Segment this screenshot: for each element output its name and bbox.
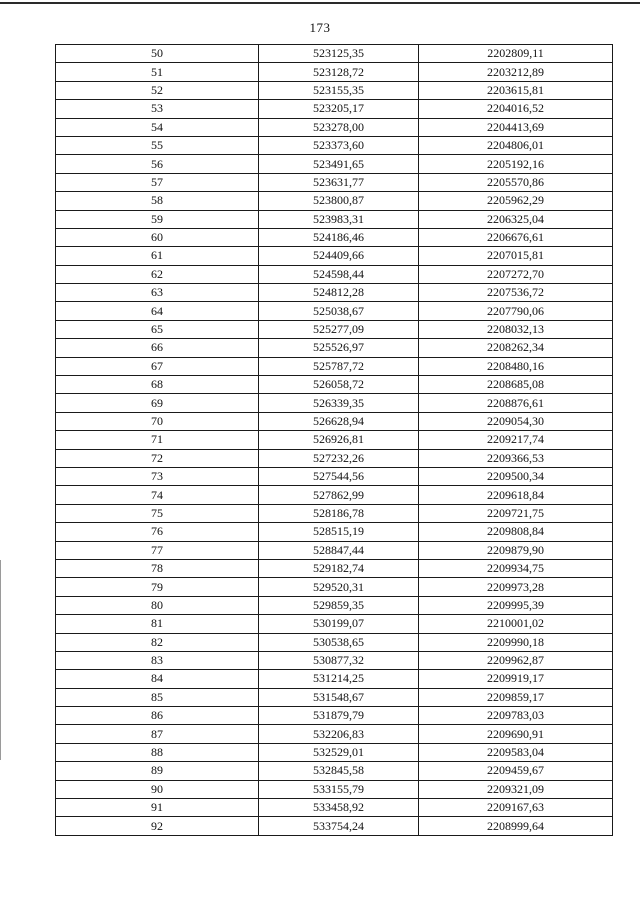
x-coordinate-cell: 531879,79 (259, 707, 419, 725)
point-number-cell: 86 (56, 707, 259, 725)
point-number-cell: 64 (56, 302, 259, 320)
point-number-cell: 76 (56, 523, 259, 541)
y-coordinate-cell: 2209808,84 (419, 523, 613, 541)
table-row (56, 173, 613, 191)
y-coordinate-cell: 2207790,06 (419, 302, 613, 320)
x-coordinate-cell: 524186,46 (259, 228, 419, 246)
point-number-cell: 78 (56, 559, 259, 577)
y-coordinate-cell: 2203212,89 (419, 63, 613, 81)
x-coordinate-cell: 533754,24 (259, 817, 419, 835)
table-row (56, 486, 613, 504)
point-number-cell: 87 (56, 725, 259, 743)
table-row (56, 707, 613, 725)
x-coordinate-cell: 523800,87 (259, 192, 419, 210)
point-number-cell: 62 (56, 265, 259, 283)
table-row (56, 81, 613, 99)
table-row (56, 559, 613, 577)
x-coordinate-cell: 530538,65 (259, 633, 419, 651)
x-coordinate-cell: 526339,35 (259, 394, 419, 412)
point-number-cell: 85 (56, 688, 259, 706)
x-coordinate-cell: 531214,25 (259, 670, 419, 688)
x-coordinate-cell: 527862,99 (259, 486, 419, 504)
point-number-cell: 68 (56, 376, 259, 394)
x-coordinate-cell: 527544,56 (259, 467, 419, 485)
x-coordinate-cell: 523373,60 (259, 136, 419, 154)
y-coordinate-cell: 2209721,75 (419, 504, 613, 522)
table-row (56, 541, 613, 559)
table-row (56, 339, 613, 357)
table-row (56, 670, 613, 688)
x-coordinate-cell: 523278,00 (259, 118, 419, 136)
y-coordinate-cell: 2206676,61 (419, 228, 613, 246)
y-coordinate-cell: 2206325,04 (419, 210, 613, 228)
table-row (56, 578, 613, 596)
coordinates-table-body (56, 45, 613, 836)
table-row (56, 284, 613, 302)
x-coordinate-cell: 523491,65 (259, 155, 419, 173)
table-row (56, 412, 613, 430)
point-number-cell: 72 (56, 449, 259, 467)
table-row (56, 394, 613, 412)
x-coordinate-cell: 523125,35 (259, 45, 419, 63)
y-coordinate-cell: 2209321,09 (419, 780, 613, 798)
y-coordinate-cell: 2205192,16 (419, 155, 613, 173)
point-number-cell: 65 (56, 320, 259, 338)
point-number-cell: 88 (56, 743, 259, 761)
point-number-cell: 84 (56, 670, 259, 688)
x-coordinate-cell: 528515,19 (259, 523, 419, 541)
table-row (56, 762, 613, 780)
x-coordinate-cell: 526926,81 (259, 431, 419, 449)
y-coordinate-cell: 2208262,34 (419, 339, 613, 357)
y-coordinate-cell: 2209973,28 (419, 578, 613, 596)
table-row (56, 743, 613, 761)
table-row (56, 596, 613, 614)
x-coordinate-cell: 533458,92 (259, 799, 419, 817)
point-number-cell: 73 (56, 467, 259, 485)
y-coordinate-cell: 2205570,86 (419, 173, 613, 191)
y-coordinate-cell: 2209583,04 (419, 743, 613, 761)
point-number-cell: 71 (56, 431, 259, 449)
x-coordinate-cell: 526628,94 (259, 412, 419, 430)
x-coordinate-cell: 530199,07 (259, 615, 419, 633)
x-coordinate-cell: 523983,31 (259, 210, 419, 228)
coordinates-table (55, 44, 613, 836)
x-coordinate-cell: 525787,72 (259, 357, 419, 375)
y-coordinate-cell: 2209919,17 (419, 670, 613, 688)
page-number: 173 (309, 20, 331, 35)
point-number-cell: 58 (56, 192, 259, 210)
y-coordinate-cell: 2207536,72 (419, 284, 613, 302)
y-coordinate-cell: 2202809,11 (419, 45, 613, 63)
x-coordinate-cell: 525277,09 (259, 320, 419, 338)
table-row (56, 504, 613, 522)
point-number-cell: 74 (56, 486, 259, 504)
x-coordinate-cell: 529182,74 (259, 559, 419, 577)
y-coordinate-cell: 2208999,64 (419, 817, 613, 835)
table-row (56, 192, 613, 210)
x-coordinate-cell: 529859,35 (259, 596, 419, 614)
point-number-cell: 56 (56, 155, 259, 173)
y-coordinate-cell: 2209990,18 (419, 633, 613, 651)
point-number-cell: 54 (56, 118, 259, 136)
point-number-cell: 55 (56, 136, 259, 154)
x-coordinate-cell: 525526,97 (259, 339, 419, 357)
y-coordinate-cell: 2209459,67 (419, 762, 613, 780)
y-coordinate-cell: 2208480,16 (419, 357, 613, 375)
table-row (56, 320, 613, 338)
y-coordinate-cell: 2205962,29 (419, 192, 613, 210)
y-coordinate-cell: 2210001,02 (419, 615, 613, 633)
y-coordinate-cell: 2209962,87 (419, 651, 613, 669)
point-number-cell: 69 (56, 394, 259, 412)
x-coordinate-cell: 523155,35 (259, 81, 419, 99)
point-number-cell: 60 (56, 228, 259, 246)
top-scan-border (0, 2, 640, 4)
y-coordinate-cell: 2209217,74 (419, 431, 613, 449)
table-row (56, 228, 613, 246)
table-row (56, 523, 613, 541)
table-row (56, 725, 613, 743)
point-number-cell: 79 (56, 578, 259, 596)
table-row (56, 633, 613, 651)
table-row (56, 100, 613, 118)
x-coordinate-cell: 524598,44 (259, 265, 419, 283)
table-row (56, 817, 613, 835)
point-number-cell: 82 (56, 633, 259, 651)
x-coordinate-cell: 524409,66 (259, 247, 419, 265)
x-coordinate-cell: 523205,17 (259, 100, 419, 118)
y-coordinate-cell: 2209783,03 (419, 707, 613, 725)
y-coordinate-cell: 2207272,70 (419, 265, 613, 283)
y-coordinate-cell: 2209054,30 (419, 412, 613, 430)
x-coordinate-cell: 526058,72 (259, 376, 419, 394)
point-number-cell: 51 (56, 63, 259, 81)
table-row (56, 688, 613, 706)
x-coordinate-cell: 523631,77 (259, 173, 419, 191)
table-row (56, 467, 613, 485)
y-coordinate-cell: 2208685,08 (419, 376, 613, 394)
point-number-cell: 59 (56, 210, 259, 228)
table-row (56, 247, 613, 265)
point-number-cell: 75 (56, 504, 259, 522)
point-number-cell: 91 (56, 799, 259, 817)
x-coordinate-cell: 531548,67 (259, 688, 419, 706)
point-number-cell: 80 (56, 596, 259, 614)
table-row (56, 210, 613, 228)
point-number-cell: 53 (56, 100, 259, 118)
table-row (56, 780, 613, 798)
table-row (56, 799, 613, 817)
table-row (56, 265, 613, 283)
x-coordinate-cell: 532845,58 (259, 762, 419, 780)
point-number-cell: 63 (56, 284, 259, 302)
point-number-cell: 77 (56, 541, 259, 559)
x-coordinate-cell: 529520,31 (259, 578, 419, 596)
table-row (56, 357, 613, 375)
x-coordinate-cell: 527232,26 (259, 449, 419, 467)
x-coordinate-cell: 532529,01 (259, 743, 419, 761)
point-number-cell: 83 (56, 651, 259, 669)
table-row (56, 376, 613, 394)
table-row (56, 302, 613, 320)
point-number-cell: 81 (56, 615, 259, 633)
table-row (56, 118, 613, 136)
y-coordinate-cell: 2208032,13 (419, 320, 613, 338)
point-number-cell: 67 (56, 357, 259, 375)
table-row (56, 136, 613, 154)
x-coordinate-cell: 528847,44 (259, 541, 419, 559)
point-number-cell: 50 (56, 45, 259, 63)
x-coordinate-cell: 532206,83 (259, 725, 419, 743)
point-number-cell: 61 (56, 247, 259, 265)
table-row (56, 431, 613, 449)
x-coordinate-cell: 533155,79 (259, 780, 419, 798)
y-coordinate-cell: 2207015,81 (419, 247, 613, 265)
table-row (56, 449, 613, 467)
point-number-cell: 57 (56, 173, 259, 191)
table-row (56, 45, 613, 63)
y-coordinate-cell: 2209995,39 (419, 596, 613, 614)
table-row (56, 615, 613, 633)
table-row (56, 63, 613, 81)
y-coordinate-cell: 2209167,63 (419, 799, 613, 817)
x-coordinate-cell: 530877,32 (259, 651, 419, 669)
x-coordinate-cell: 523128,72 (259, 63, 419, 81)
point-number-cell: 52 (56, 81, 259, 99)
y-coordinate-cell: 2209859,17 (419, 688, 613, 706)
left-scan-edge (0, 560, 1, 760)
point-number-cell: 66 (56, 339, 259, 357)
x-coordinate-cell: 524812,28 (259, 284, 419, 302)
y-coordinate-cell: 2209618,84 (419, 486, 613, 504)
y-coordinate-cell: 2209879,90 (419, 541, 613, 559)
point-number-cell: 89 (56, 762, 259, 780)
point-number-cell: 90 (56, 780, 259, 798)
point-number-cell: 70 (56, 412, 259, 430)
y-coordinate-cell: 2204016,52 (419, 100, 613, 118)
y-coordinate-cell: 2204413,69 (419, 118, 613, 136)
y-coordinate-cell: 2208876,61 (419, 394, 613, 412)
y-coordinate-cell: 2203615,81 (419, 81, 613, 99)
point-number-cell: 92 (56, 817, 259, 835)
table-row (56, 651, 613, 669)
x-coordinate-cell: 528186,78 (259, 504, 419, 522)
y-coordinate-cell: 2209690,91 (419, 725, 613, 743)
table-row (56, 155, 613, 173)
y-coordinate-cell: 2209934,75 (419, 559, 613, 577)
y-coordinate-cell: 2209366,53 (419, 449, 613, 467)
x-coordinate-cell: 525038,67 (259, 302, 419, 320)
y-coordinate-cell: 2209500,34 (419, 467, 613, 485)
y-coordinate-cell: 2204806,01 (419, 136, 613, 154)
